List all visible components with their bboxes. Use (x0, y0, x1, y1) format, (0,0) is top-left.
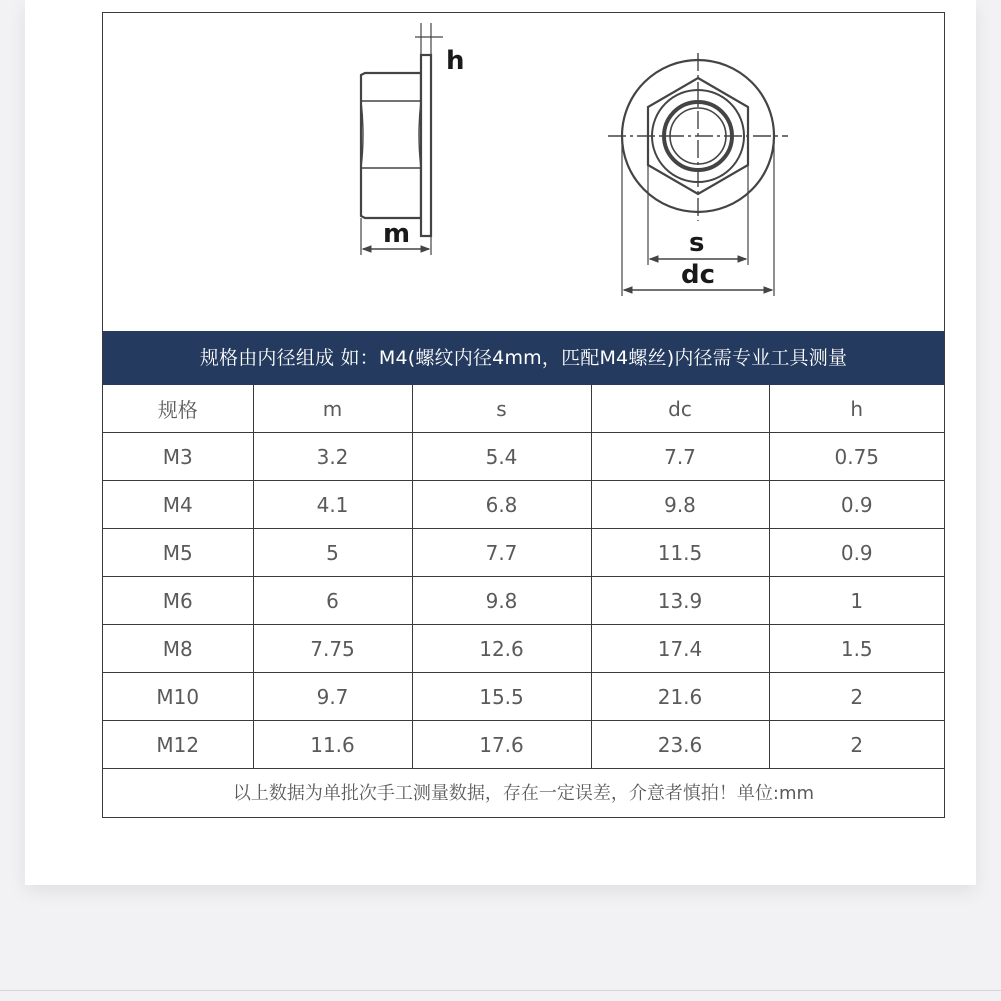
page-divider (0, 990, 1001, 991)
table-footer-row (103, 769, 944, 816)
cell-s: 6.8 (412, 481, 591, 529)
label-h: h (446, 46, 465, 76)
cell-m: 6 (253, 577, 412, 625)
cell-spec: M8 (103, 625, 253, 673)
cell-m: 9.7 (253, 673, 412, 721)
cell-s: 17.6 (412, 721, 591, 769)
cell-dc: 7.7 (591, 433, 769, 481)
cell-h: 2 (769, 673, 944, 721)
cell-h: 1 (769, 577, 944, 625)
cell-h: 0.75 (769, 433, 944, 481)
cell-dc: 13.9 (591, 577, 769, 625)
table-row (103, 625, 944, 673)
product-card (25, 0, 976, 885)
cell-dc: 23.6 (591, 721, 769, 769)
cell-dc: 21.6 (591, 673, 769, 721)
cell-s: 9.8 (412, 577, 591, 625)
footer-note: 以上数据为单批次手工测量数据，存在一定误差，介意者慎拍！单位:mm (103, 769, 944, 816)
spec-banner: 规格由内径组成 如：M4(螺纹内径4mm，匹配M4螺丝)内径需专业工具测量 (103, 331, 944, 385)
cell-s: 5.4 (412, 433, 591, 481)
label-m: m (383, 219, 411, 249)
cell-h: 1.5 (769, 625, 944, 673)
cell-dc: 11.5 (591, 529, 769, 577)
table-row (103, 721, 944, 769)
spec-frame (102, 12, 945, 818)
flange-nut-diagram (103, 13, 944, 331)
cell-m: 5 (253, 529, 412, 577)
header-dc: dc (591, 385, 769, 433)
cell-spec: M3 (103, 433, 253, 481)
header-s: s (412, 385, 591, 433)
cell-spec: M10 (103, 673, 253, 721)
table-row (103, 481, 944, 529)
table-row (103, 529, 944, 577)
cell-dc: 9.8 (591, 481, 769, 529)
cell-h: 0.9 (769, 481, 944, 529)
label-dc: dc (681, 260, 716, 290)
header-h: h (769, 385, 944, 433)
cell-h: 0.9 (769, 529, 944, 577)
cell-dc: 17.4 (591, 625, 769, 673)
table-header-row (103, 385, 944, 433)
cell-spec: M4 (103, 481, 253, 529)
cell-s: 12.6 (412, 625, 591, 673)
cell-spec: M12 (103, 721, 253, 769)
table-row (103, 673, 944, 721)
cell-h: 2 (769, 721, 944, 769)
cell-m: 11.6 (253, 721, 412, 769)
cell-spec: M6 (103, 577, 253, 625)
cell-m: 3.2 (253, 433, 412, 481)
spec-table (103, 385, 944, 815)
header-m: m (253, 385, 412, 433)
cell-spec: M5 (103, 529, 253, 577)
label-s: s (689, 228, 705, 258)
table-row (103, 433, 944, 481)
cell-m: 7.75 (253, 625, 412, 673)
cell-s: 15.5 (412, 673, 591, 721)
table-row (103, 577, 944, 625)
header-spec: 规格 (103, 385, 253, 433)
cell-m: 4.1 (253, 481, 412, 529)
cell-s: 7.7 (412, 529, 591, 577)
